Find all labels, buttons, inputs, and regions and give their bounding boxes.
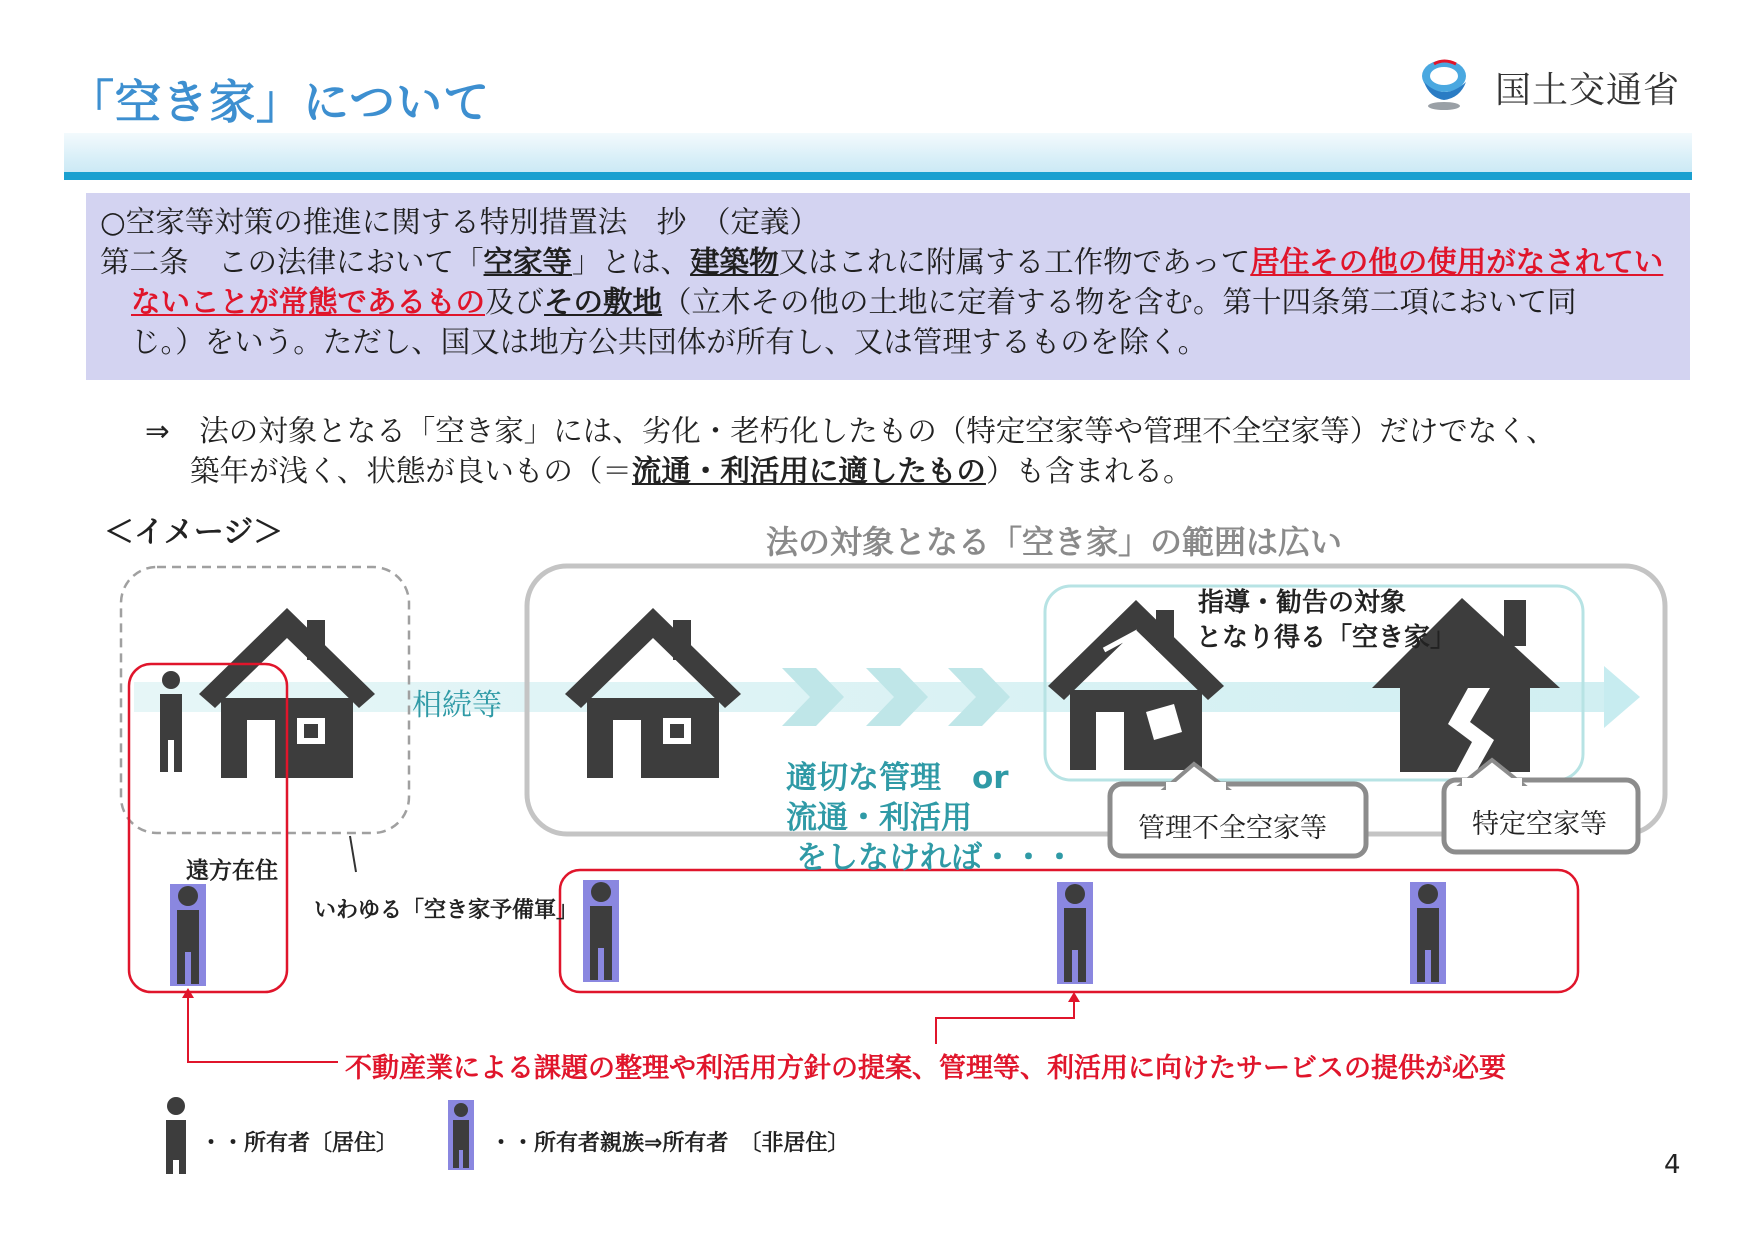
legend-family-label: ・・所有者親族⇒所有者 〔非居住〕 [490, 1131, 850, 1156]
legal-text: 第二条 この法律において「 [100, 245, 484, 279]
page-title: 「空き家」について [68, 75, 491, 129]
image-label: ＜イメージ＞ [104, 515, 284, 550]
legal-highlight: ないことが常態であるもの [131, 285, 486, 319]
note-text: ）も含まれる。 [985, 454, 1193, 488]
pointer-line [350, 836, 356, 872]
legal-line-4: じ。）をいう。ただし、国又は地方公共団体が所有し、又は管理するものを除く。 [131, 325, 1208, 359]
callout-mismanaged: 管理不全空家等 [1138, 813, 1327, 844]
reserve-label: いわゆる「空き家予備軍」 [314, 898, 579, 923]
person-family-icon [583, 880, 619, 982]
service-message: 不動産業による課題の整理や利活用方針の提案、管理等、利活用に向けたサービスの提供が必要 [345, 1053, 1506, 1084]
legal-text: 」とは、 [572, 245, 691, 279]
person-family-icon [170, 884, 206, 986]
legal-heading: ○空家等対策の推進に関する特別措置法 抄 （定義） [100, 205, 819, 239]
legend-resident-icon [166, 1097, 186, 1174]
legal-term-site: その敷地 [544, 285, 663, 319]
person-family-icon [1057, 882, 1093, 984]
management-line-1: 適切な管理 or [786, 760, 1009, 796]
remote-label: 遠方在住 [186, 858, 278, 884]
callout-specified: 特定空家等 [1472, 809, 1607, 840]
legal-highlight: 居住その他の使用がなされてい [1250, 245, 1664, 279]
note-emphasis: 流通・利活用に適したもの [631, 454, 986, 488]
page-number: 4 [1664, 1150, 1681, 1180]
legal-text: 及び [485, 285, 545, 319]
scope-title: 法の対象となる「空き家」の範囲は広い [766, 523, 1343, 561]
legal-text: （立木その他の土地に定着する物を含む。第十四条第二項において同 [662, 285, 1577, 319]
arrow-up-icon [1068, 992, 1080, 1002]
management-line-2: 流通・利活用 [786, 800, 972, 836]
legal-text: 又はこれに附属する工作物であって [778, 245, 1251, 279]
legal-term-building: 建築物 [690, 245, 779, 279]
flow-arrow-head [1604, 666, 1640, 728]
note-line-1: ⇒ 法の対象となる「空き家」には、劣化・老朽化したもの（特定空家等や管理不全空家等）だけでなく、 [145, 414, 1556, 448]
legend-resident-label: ・・所有者〔居住〕 [200, 1131, 399, 1156]
note-text: 築年が浅く、状態が良いもの（＝ [190, 454, 632, 488]
legal-term-akiya: 空家等 [483, 245, 573, 279]
ministry-name: 国土交通省 [1495, 70, 1681, 111]
guidance-line-2: となり得る「空き家」 [1196, 623, 1457, 653]
guidance-line-1: 指導・勧告の対象 [1198, 588, 1407, 618]
legend-family-icon [448, 1100, 474, 1170]
person-family-icon [1410, 882, 1446, 984]
management-line-3: をしなければ・・・ [796, 840, 1075, 876]
inherit-label: 相続等 [412, 688, 502, 723]
